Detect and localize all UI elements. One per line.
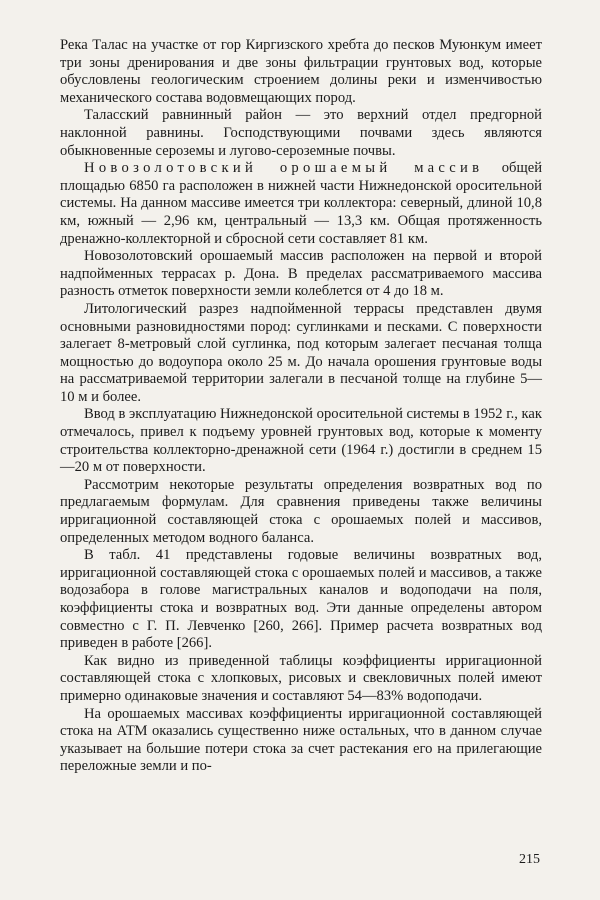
- paragraph-7: Рассмотрим некоторые результаты определения возвратных вод по предлагаемым формулам. Для сравнения приведены также величины ирригационной составляющей стока с орошаемых полей и массивов, определенных методом водного баланса.: [60, 476, 542, 546]
- emphasis-spaced-text: Новозолотовский орошаемый массив: [84, 160, 484, 177]
- paragraph-10: На орошаемых массивах коэффициенты ирригационной составляющей стока на АТМ оказались существенно ниже остальных, что в данном случае указывает на большие потери стока за счет растекания его на прилегающие переложные земли и по-: [60, 705, 542, 775]
- paragraph-1: Река Талас на участке от гор Киргизского хребта до песков Муюнкум имеет три зоны дренирования и две зоны фильтрации грунтовых вод, которые обусловлены геологическим строением долины реки и изменчивостью механического состава водовмещающих пород.: [60, 37, 542, 106]
- paragraph-5: Литологический разрез надпойменной террасы представлен двумя основными разновидностями пород: суглинками и песками. С поверхности залегает 8-метровый слой суглинка, под которым залегает песчаная толща мощностью до водоупора около 25 м. До начала орошения грунтовые воды на рассматриваемой территории залегали в песчаной толще на глубине 5—10 м и более.: [60, 300, 542, 405]
- paragraph-9: Как видно из приведенной таблицы коэффициенты ирригационной составляющей стока с хлопковых, рисовых и свекловичных полей имеют примерно одинаковые значения и составляют 54—83% водоподачи.: [60, 652, 542, 704]
- paragraph-8: В табл. 41 представлены годовые величины возвратных вод, ирригационной составляющей стока с орошаемых полей и массивов, а также водозабора в голове магистральных каналов и водоподачи на поля, коэффициенты стока и возвратных вод. Эти данные определены автором совместно с Г. П. Левченко [260, 266]. Пример расчета возвратных вод приведен в работе [266].: [60, 547, 542, 652]
- paragraph-2: Таласский равнинный район — это верхний отдел предгорной наклонной равнины. Господствующими почвами здесь являются обыкновенные сероземы и лугово-сероземные почвы.: [60, 107, 542, 159]
- paragraph-4: Новозолотовский орошаемый массив расположен на первой и второй надпойменных террасах р. Дона. В пределах рассматриваемого массива разность отметок поверхности земли колеблется от 4 до 18 м.: [60, 248, 542, 300]
- body-text: [60, 37, 542, 776]
- page-number: 215: [519, 852, 540, 867]
- paragraph-6: Ввод в эксплуатацию Нижнедонской оросительной системы в 1952 г., как отмечалось, привел к подъему уровней грунтовых вод, которые к моменту строительства коллекторно-дренажной сети (1964 г.) достигли в среднем 15—20 м от поверхности.: [60, 406, 542, 476]
- paragraph-3: Новозолотовский орошаемый массив общей площадью 6850 га расположен в нижней части Нижнедонской оросительной системы. На данном массиве имеется три коллектора: северный, длиной 10,8 км, южный — 2,96 км, центральный — 13,3 км. Общая протяженность дренажно-коллекторной и сбросной сети составляет 81 км.: [60, 160, 542, 247]
